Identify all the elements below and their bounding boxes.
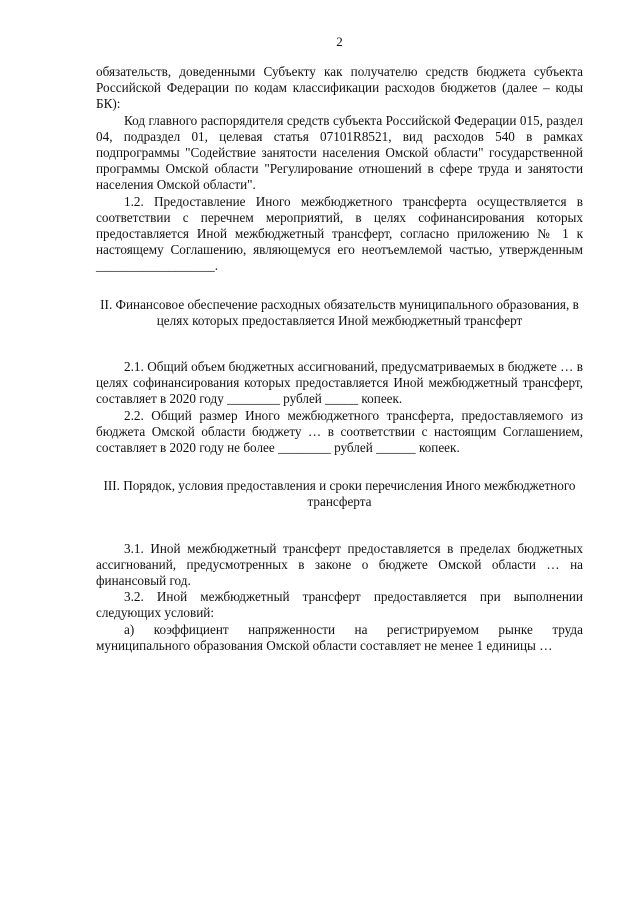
paragraph-1-2: 1.2. Предоставление Иного межбюджетного трансферта осуществляется в соответствии с перечнем мероприятий, в целях софинансирования которых предоставляется Иной межбюджетный трансферт, согласно приложению № 1 к настоящему Соглашению, являющемуся его неотъемлемой частью, утвержденным __________________. <box>96 193 583 274</box>
section-3-title: III. Порядок, условия предоставления и сроки перечисления Иного межбюджетного трансферта <box>103 478 576 510</box>
paragraph-continuation: обязательств, доведенными Субъекту как получателю средств бюджета субъекта Российской Федерации по кодам классификации расходов бюджетов (далее – коды БК): <box>96 64 583 112</box>
page-number: 2 <box>336 34 343 49</box>
section-2-title: II. Финансовое обеспечение расходных обязательств муниципального образования, в целях которых предоставляется Иной межбюджетный трансферт <box>100 296 579 328</box>
section-2-body <box>96 359 583 456</box>
intro-block <box>96 64 583 275</box>
paragraph-budget-code: Код главного распорядителя средств субъекта Российской Федерации 015, раздел 04, подраздел 01, целевая статья 07101R8521, вид расходов 540 в рамках подпрограммы "Содействие занятости населения Омской области" государственной программы Омской области "Регулирование отношений в сфере труда и занятости населения Омской области". <box>96 112 583 193</box>
paragraph-3-1: 3.1. Иной межбюджетный трансферт предоставляется в пределах бюджетных ассигнований, предусмотренных в законе о бюджете Омской области … на финансовый год. <box>96 540 583 589</box>
paragraph-3-2: 3.2. Иной межбюджетный трансферт предоставляется при выполнении следующих условий: <box>96 589 583 621</box>
section-3-body <box>96 541 583 654</box>
paragraph-2-2: 2.2. Общий размер Иного межбюджетного трансферта, предоставляемого из бюджета Омской области бюджету … в соответствии с настоящим Соглашением, составляет в 2020 году не более ________ рублей ______ копеек. <box>96 407 583 456</box>
paragraph-2-1: 2.1. Общий объем бюджетных ассигнований, предусматриваемых в бюджете … в целях софинансирования которых предоставляется Иной межбюджетный трансферт, составляет в 2020 году ________ рублей _____ копеек. <box>96 359 583 407</box>
paragraph-3-2-a: а) коэффициент напряженности на регистрируемом рынке труда муниципального образования Омской области составляет не менее 1 единицы … <box>96 621 583 653</box>
